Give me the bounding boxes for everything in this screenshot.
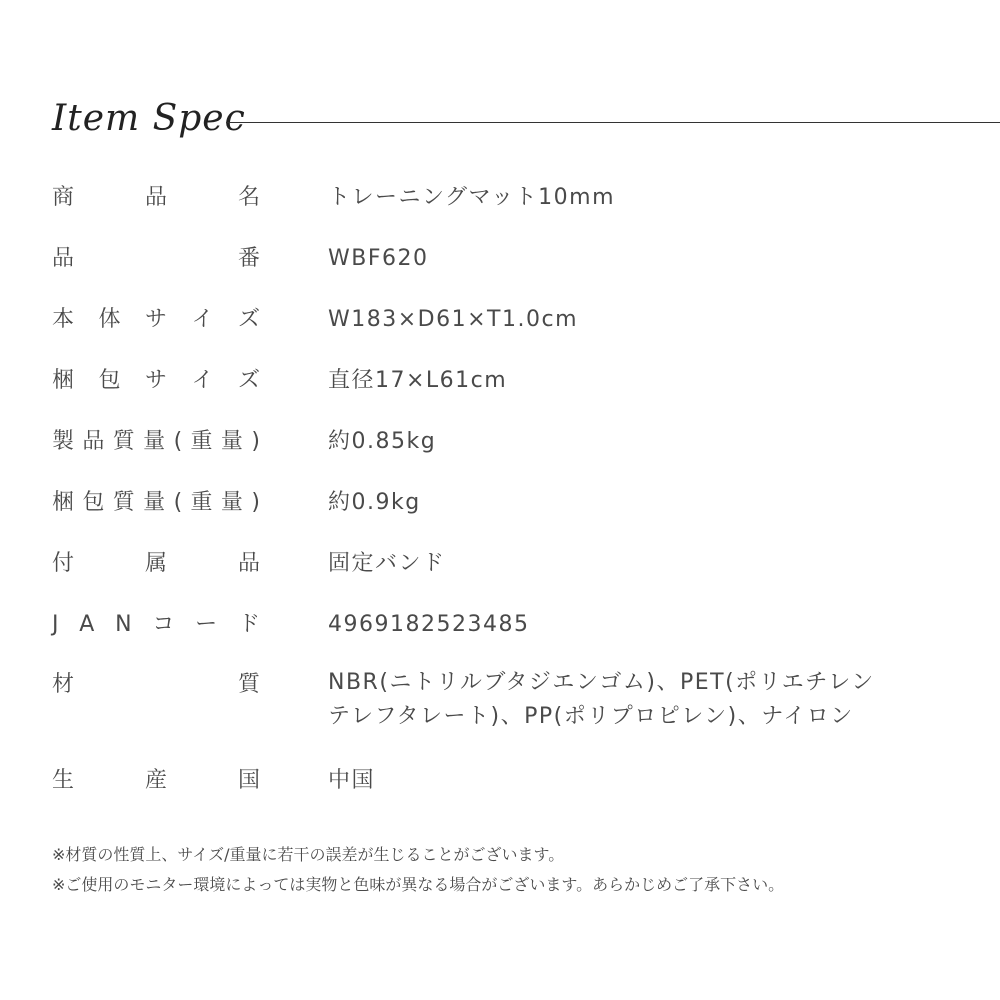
label-char: 番 [237, 246, 260, 271]
label-char: 梱 [52, 368, 75, 393]
spec-label-package-weight [52, 488, 260, 518]
label-char: 属 [144, 551, 167, 576]
label-char: 産 [144, 768, 167, 793]
label-char: コ [152, 612, 175, 637]
header-divider [226, 122, 1000, 123]
spec-value-product-name: トレーニングマット10mm [328, 185, 616, 210]
label-char: サ [144, 368, 167, 393]
spec-value-package-size: 直径17×L61cm [328, 368, 508, 393]
label-char: 量 [143, 490, 166, 515]
label-char: A [79, 612, 95, 637]
label-char: J [52, 612, 59, 637]
label-char: 量 [220, 429, 243, 454]
spec-label-jan-code [52, 610, 260, 640]
notes [52, 840, 992, 900]
label-char: 体 [98, 307, 121, 332]
spec-value-product-number: WBF620 [328, 246, 429, 271]
label-char: ) [251, 490, 260, 515]
label-char: イ [191, 307, 214, 332]
label-char: 質 [112, 429, 135, 454]
label-char: 質 [112, 490, 135, 515]
label-char: 包 [82, 490, 105, 515]
spec-label-country [52, 766, 260, 796]
label-char: ズ [237, 307, 260, 332]
spec-value-material: NBR(ニトリルブタジエンゴム)、PET(ポリエチレン テレフタレート)、PP(ポリプロピレン)、ナイロン [328, 670, 875, 729]
spec-value-package-weight: 約0.9kg [328, 490, 421, 515]
label-char: N [115, 612, 132, 637]
section-header [52, 92, 1000, 152]
label-char: 量 [220, 490, 243, 515]
spec-value-product-weight: 約0.85kg [328, 429, 437, 454]
label-char: ー [195, 612, 218, 637]
spec-label-material [52, 670, 260, 700]
spec-label-product-number [52, 244, 260, 274]
label-char: ド [237, 612, 260, 637]
label-char: 重 [190, 429, 213, 454]
label-char: 品 [82, 429, 105, 454]
spec-value-country: 中国 [328, 768, 376, 793]
label-char: 品 [144, 185, 167, 210]
spec-label-body-size [52, 305, 260, 335]
label-char: 品 [52, 246, 75, 271]
spec-value-accessories: 固定バンド [328, 551, 446, 576]
label-char: ) [251, 429, 260, 454]
label-char: 製 [52, 429, 75, 454]
spec-value-jan-code: 4969182523485 [328, 612, 530, 637]
label-char: 名 [237, 185, 260, 210]
label-char: 量 [143, 429, 166, 454]
label-char: 付 [52, 551, 75, 576]
spec-label-accessories [52, 549, 260, 579]
spec-label-package-size [52, 366, 260, 396]
spec-label-product-name [52, 183, 260, 213]
label-char: サ [144, 307, 167, 332]
label-char: 生 [52, 768, 75, 793]
label-char: 重 [190, 490, 213, 515]
label-char: 質 [237, 672, 260, 697]
label-char: 品 [237, 551, 260, 576]
label-char: ( [173, 429, 183, 454]
spec-value-body-size: W183×D61×T1.0cm [328, 307, 578, 332]
spec-label-product-weight [52, 427, 260, 457]
note-line: ※材質の性質上、サイズ/重量に若干の誤差が生じることがございます。 [52, 845, 565, 864]
label-char: 包 [98, 368, 121, 393]
label-char: ズ [237, 368, 260, 393]
label-char: 商 [52, 185, 75, 210]
label-char: 梱 [52, 490, 75, 515]
label-char: 国 [237, 768, 260, 793]
label-char: イ [191, 368, 214, 393]
label-char: ( [173, 490, 183, 515]
label-char: 本 [52, 307, 75, 332]
label-char: 材 [52, 672, 75, 697]
section-title: Item Spec [52, 98, 246, 139]
note-line: ※ご使用のモニター環境によっては実物と色味が異なる場合がございます。あらかじめご了承下さい。 [52, 875, 785, 894]
